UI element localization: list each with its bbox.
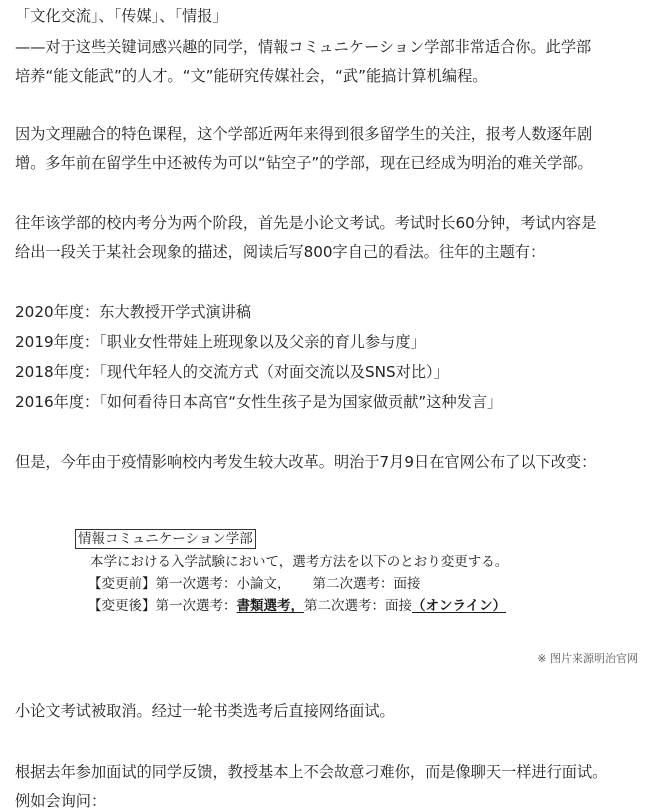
result-line: 小论文考试被取消。经过一轮书类选考后直接网络面试。 xyxy=(15,702,395,720)
official-notice-image xyxy=(70,524,635,624)
notice-before-row xyxy=(88,575,421,593)
paragraph-3-line-2: 给出一段关于某社会现象的描述，阅读后写800字自己的看法。往年的主题有： xyxy=(15,243,546,261)
change-intro: 但是，今年由于疫情影响校内考发生较大改革。明治于7月9日在官网公布了以下改变： xyxy=(15,453,597,471)
notice-before-label: 【変更前】第一次選考：小論文， xyxy=(88,576,291,592)
notice-after-online: （オンライン） xyxy=(412,598,507,614)
image-caption: ※ 图片来源明治官网 xyxy=(537,652,638,665)
topic-2016: 2016年度：「如何看待日本高官“女性生孩子是为国家做贡献”这种发言」 xyxy=(15,393,503,411)
intro-line-2: 培养“能文能武”的人才。“文”能研究传媒社会，“武”能搞计算机编程。 xyxy=(15,67,488,85)
notice-after-label: 【変更後】第一次選考： xyxy=(88,598,237,614)
notice-title: 情報コミュニケーション学部 xyxy=(75,529,256,549)
paragraph-2-line-2: 增。多年前在留学生中还被传为可以“钻空子”的学部，现在已经成为明治的难关学部。 xyxy=(15,154,593,172)
feedback-line-2: 例如会询问： xyxy=(15,792,107,810)
keywords-line: 「文化交流」、「传媒」、「情报」 xyxy=(15,7,228,25)
paragraph-3-line-1: 往年该学部的校内考分为两个阶段，首先是小论文考试。考试时长60分钟，考试内容是 xyxy=(15,214,597,232)
topic-2019: 2019年度：「职业女性带娃上班现象以及父亲的育儿参与度」 xyxy=(15,333,426,351)
notice-after-row xyxy=(88,597,506,615)
intro-line-1: ——对于这些关键词感兴趣的同学，情報コミュニケーション学部非常适合你。此学部 xyxy=(15,38,592,56)
notice-after-first: 書類選考， xyxy=(236,598,304,614)
feedback-line-1: 根据去年参加面试的同学反馈，教授基本上不会故意刁难你，而是像聊天一样进行面试。 xyxy=(15,763,608,781)
notice-after-second: 第二次選考：面接 xyxy=(304,598,412,614)
paragraph-2-line-1: 因为文理融合的特色课程，这个学部近两年来得到很多留学生的关注，报考人数逐年剧 xyxy=(15,125,593,143)
topic-2020: 2020年度：东大教授开学式演讲稿 xyxy=(15,303,252,321)
notice-body: 本学における入学試験において，選考方法を以下のとおり変更する。 xyxy=(90,554,509,570)
topic-2018: 2018年度：「现代年轻人的交流方式（对面交流以及SNS对比）」 xyxy=(15,363,449,381)
notice-before-second: 第二次選考：面接 xyxy=(312,576,421,592)
